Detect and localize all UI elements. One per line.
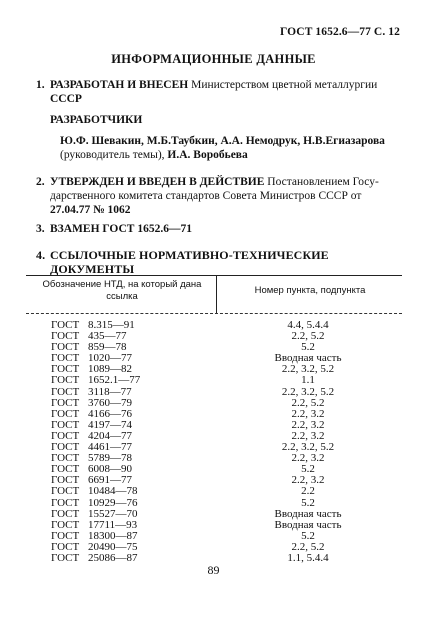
- section-2-line2: дарственного комитета стандартов Совета Министров СССР от: [50, 190, 362, 202]
- section-1-number: 1.: [36, 79, 45, 91]
- row-gost-prefix: ГОСТ: [51, 363, 80, 376]
- row-clause-numbers: 2.2, 3.2, 5.2: [281, 441, 335, 454]
- row-gost-prefix: ГОСТ: [51, 551, 80, 564]
- row-standard-number: 1020—77: [88, 352, 132, 365]
- table-row: [26, 420, 402, 431]
- row-standard-number: 17711—93: [88, 518, 138, 531]
- row-clause-numbers: 5.2: [301, 496, 315, 509]
- row-standard-number: 25086—87: [88, 551, 138, 564]
- developers-line2-plain: (руководитель темы),: [60, 149, 168, 161]
- table-row: [26, 364, 402, 375]
- row-standard-number: 4166—76: [88, 407, 132, 420]
- section-1-lead: РАЗРАБОТАН И ВНЕСЕН: [50, 79, 189, 91]
- row-clause-numbers: 5.2: [301, 341, 315, 354]
- row-clause-numbers: 2.2, 3.2: [291, 407, 325, 420]
- section-4-text: ССЫЛОЧНЫЕ НОРМАТИВНО-ТЕХНИЧЕСКИЕ ДОКУМЕНТЫ: [50, 248, 329, 276]
- row-gost-prefix: ГОСТ: [51, 441, 80, 454]
- row-standard-number: 1089—82: [88, 363, 132, 376]
- table-row: [26, 486, 402, 497]
- document-header-ref: ГОСТ 1652.6—77 С. 12: [279, 26, 400, 38]
- section-2-number: 2.: [36, 176, 45, 188]
- table-body: [26, 320, 402, 564]
- table-header-designation: Обозначение НТД, на который дана ссылка: [42, 279, 202, 302]
- row-standard-number: 3118—77: [88, 385, 132, 398]
- row-standard-number: 5789—78: [88, 452, 132, 465]
- table-row: [26, 442, 402, 453]
- row-clause-numbers: 2.2, 3.2: [291, 452, 325, 465]
- row-clause-numbers: Вводная часть: [274, 352, 342, 365]
- row-clause-numbers: 4.4, 5.4.4: [287, 319, 329, 331]
- row-standard-number: 859—78: [88, 341, 127, 354]
- row-standard-number: 20490—75: [88, 540, 138, 553]
- table-row: [26, 498, 402, 509]
- section-4: [36, 248, 400, 276]
- table-row: [26, 342, 402, 353]
- row-standard-number: 4197—74: [88, 418, 132, 431]
- row-standard-number: 18300—87: [88, 529, 138, 542]
- row-gost-prefix: ГОСТ: [51, 341, 80, 354]
- developers-list: [60, 134, 400, 162]
- table-row: [26, 320, 402, 331]
- table-column-divider: [216, 275, 217, 313]
- row-gost-prefix: ГОСТ: [51, 452, 80, 465]
- row-clause-numbers: 1.1: [301, 374, 315, 387]
- table-row: [26, 531, 402, 542]
- row-gost-prefix: ГОСТ: [51, 429, 80, 442]
- developers-heading: РАЗРАБОТЧИКИ: [50, 114, 143, 126]
- row-gost-prefix: ГОСТ: [51, 407, 80, 420]
- row-clause-numbers: Вводная часть: [274, 507, 342, 520]
- row-gost-prefix: ГОСТ: [51, 463, 80, 476]
- section-1-line2: СССР: [50, 93, 82, 105]
- developers-line2-bold: И.А. Воробьева: [167, 149, 248, 161]
- section-2: [36, 175, 400, 217]
- section-4-number: 4.: [36, 248, 46, 262]
- table-row: [26, 398, 402, 409]
- row-standard-number: 10929—76: [88, 496, 138, 509]
- table-row: [26, 475, 402, 486]
- row-gost-prefix: ГОСТ: [51, 319, 80, 331]
- table-row: [26, 331, 402, 342]
- table-row: [26, 409, 402, 420]
- row-clause-numbers: 5.2: [301, 463, 315, 476]
- page-number: 89: [207, 563, 220, 577]
- table-row: [26, 353, 402, 364]
- table-row: [26, 542, 402, 553]
- row-gost-prefix: ГОСТ: [51, 352, 80, 365]
- row-standard-number: 15527—70: [88, 507, 138, 520]
- table-row: [26, 387, 402, 398]
- row-gost-prefix: ГОСТ: [51, 474, 80, 487]
- row-clause-numbers: 2.2, 5.2: [291, 540, 325, 553]
- row-standard-number: 3760—79: [88, 396, 132, 409]
- table-row: [26, 464, 402, 475]
- row-standard-number: 8.315—91: [88, 319, 135, 331]
- row-standard-number: 435—77: [88, 330, 127, 343]
- row-standard-number: 4204—77: [88, 429, 132, 442]
- row-standard-number: 10484—78: [88, 485, 138, 498]
- row-gost-prefix: ГОСТ: [51, 418, 80, 431]
- table-row: [26, 453, 402, 464]
- section-3-number: 3.: [36, 223, 45, 235]
- table-row: [26, 375, 402, 386]
- table-row: [26, 431, 402, 442]
- section-2-lead: УТВЕРЖДЕН И ВВЕДЕН В ДЕЙСТВИЕ: [50, 176, 265, 188]
- developers-line1: Ю.Ф. Шевакин, М.Б.Таубкин, А.А. Немодрук, Н.В.Егиазарова: [60, 135, 385, 147]
- section-2-text: Постановлением Госу-: [264, 176, 379, 188]
- section-3: [36, 222, 400, 236]
- row-clause-numbers: 2.2, 3.2: [291, 429, 325, 442]
- row-gost-prefix: ГОСТ: [51, 485, 80, 498]
- row-clause-numbers: 1.1, 5.4.4: [287, 551, 329, 564]
- row-clause-numbers: 2.2, 3.2, 5.2: [281, 363, 335, 376]
- row-clause-numbers: 2.2, 3.2, 5.2: [281, 385, 335, 398]
- row-clause-numbers: 2.2: [301, 485, 315, 498]
- table-top-rule: [26, 275, 402, 276]
- row-clause-numbers: 2.2, 5.2: [291, 396, 325, 409]
- section-3-text: ВЗАМЕН ГОСТ 1652.6—71: [50, 223, 192, 235]
- row-gost-prefix: ГОСТ: [51, 496, 80, 509]
- row-gost-prefix: ГОСТ: [51, 330, 80, 343]
- row-clause-numbers: 2.2, 5.2: [291, 330, 325, 343]
- row-clause-numbers: 5.2: [301, 529, 315, 542]
- row-standard-number: 6691—77: [88, 474, 132, 487]
- table-row: [26, 520, 402, 531]
- row-gost-prefix: ГОСТ: [51, 540, 80, 553]
- section-1-text: Министерством цветной металлургии: [188, 79, 378, 91]
- row-standard-number: 4461—77: [88, 441, 132, 454]
- row-gost-prefix: ГОСТ: [51, 374, 80, 387]
- page-title: ИНФОРМАЦИОННЫЕ ДАННЫЕ: [111, 52, 316, 66]
- row-gost-prefix: ГОСТ: [51, 518, 80, 531]
- row-gost-prefix: ГОСТ: [51, 529, 80, 542]
- row-gost-prefix: ГОСТ: [51, 507, 80, 520]
- row-gost-prefix: ГОСТ: [51, 396, 80, 409]
- section-1: [36, 78, 400, 106]
- row-clause-numbers: Вводная часть: [274, 518, 342, 531]
- row-clause-numbers: 2.2, 3.2: [291, 474, 325, 487]
- row-standard-number: 1652.1—77: [88, 374, 141, 387]
- row-gost-prefix: ГОСТ: [51, 385, 80, 398]
- table-header-rule: [26, 313, 402, 314]
- table-row: [26, 509, 402, 520]
- row-clause-numbers: 2.2, 3.2: [291, 418, 325, 431]
- table-header-clause: Номер пункта, подпункта: [254, 285, 366, 296]
- row-standard-number: 6008—90: [88, 463, 132, 476]
- section-2-line3: 27.04.77 № 1062: [50, 204, 131, 216]
